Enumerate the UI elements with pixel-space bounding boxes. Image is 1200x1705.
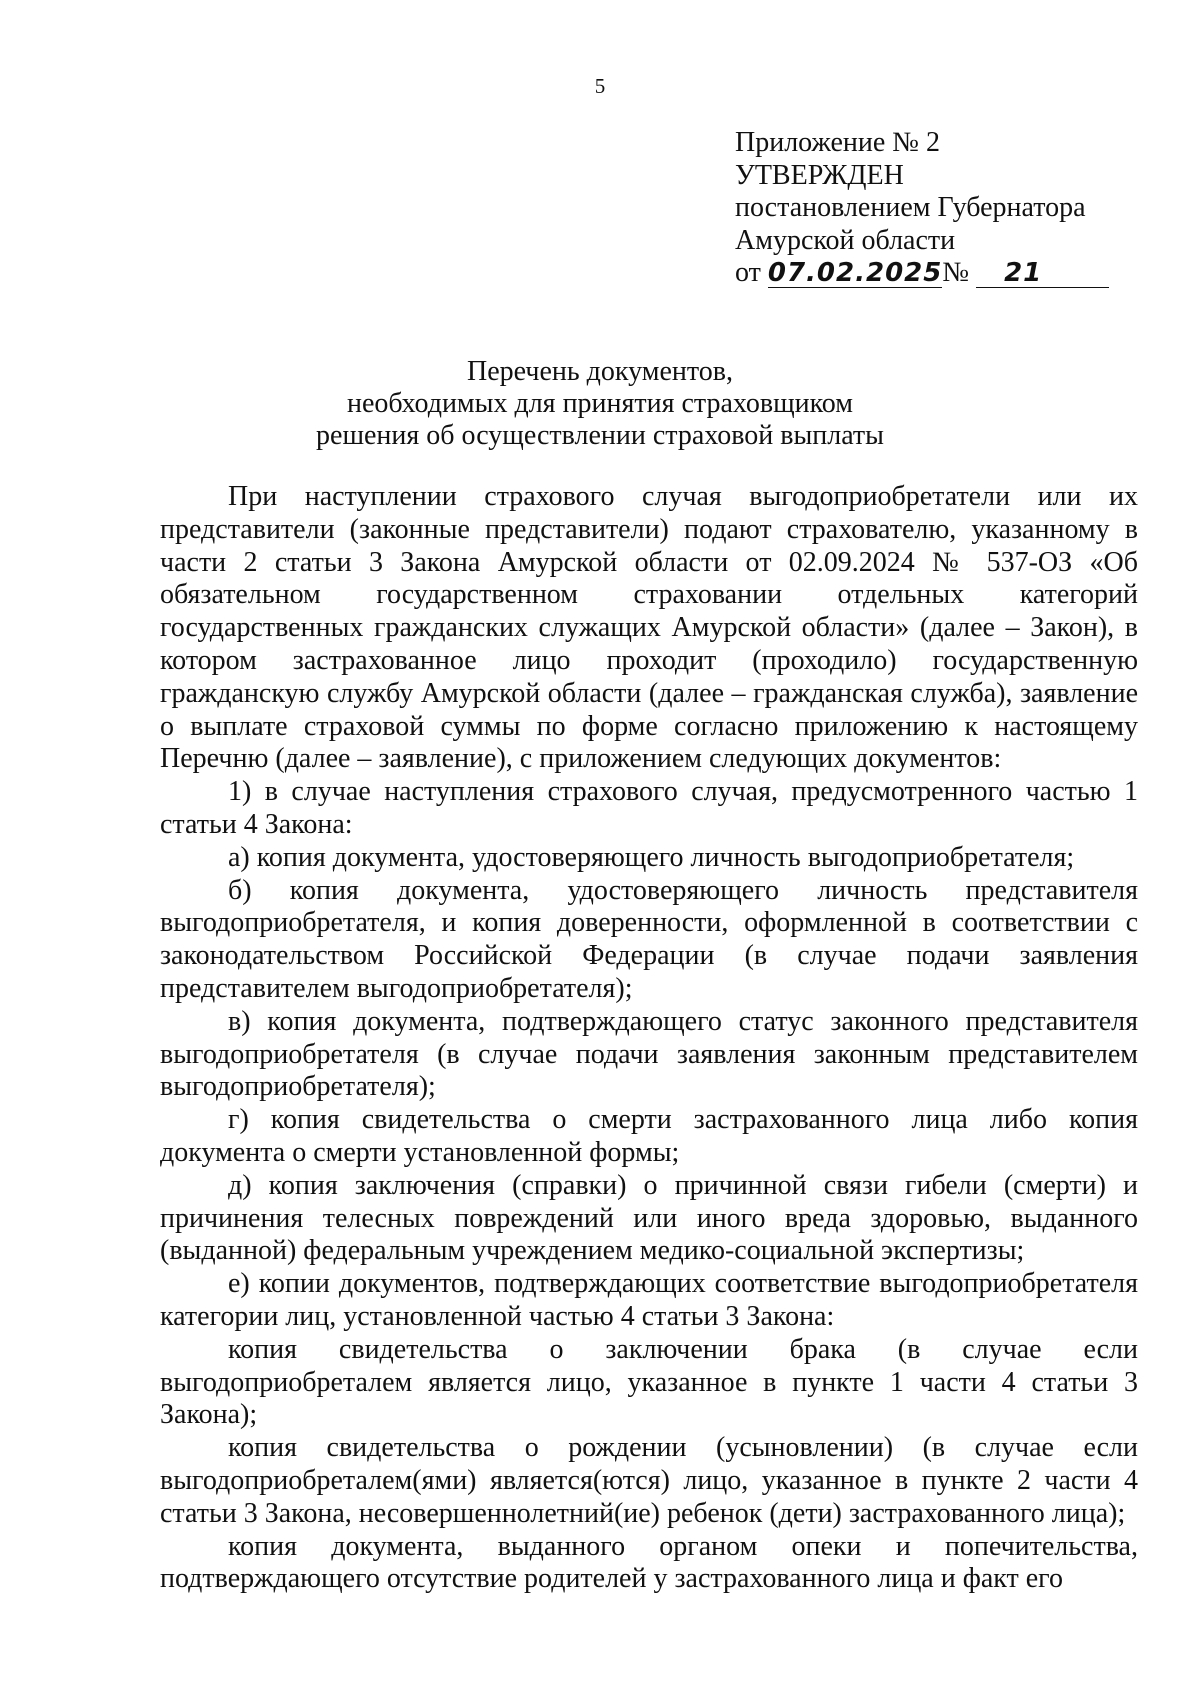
approval-date-line <box>735 257 1109 290</box>
approval-block <box>735 127 1109 290</box>
paragraph-item-v: в) копия документа, подтверждающего статус законного представителя выгодоприобретателя (в случае подачи заявления законным представителем выгодоприобретателя); <box>160 1005 1138 1103</box>
paragraph-item-b: б) копия документа, удостоверяющего личность представителя выгодоприобретателя, и копия доверенности, оформленной в соответствии с законодательством Российской Федерации (в случае подачи заявления представителем выгодоприобретателя); <box>160 874 1138 1004</box>
paragraph-intro: При наступлении страхового случая выгодоприобретатели или их представители (законные представители) подают страхователю, указанному в части 2 статьи 3 Закона Амурской области от 02.09.2024 № 537-ОЗ «Об обязательном государственном страховании отдельных категорий государственных гражданских служащих Амурской области» (далее – Закон), в котором застрахованное лицо проходит (проходило) государственную гражданскую службу Амурской области (далее – гражданская служба), заявление о выплате страховой суммы по форме согласно приложению к настоящему Перечню (далее – заявление), с приложением следующих документов: <box>160 481 1138 775</box>
paragraph-item-e: е) копии документов, подтверждающих соответствие выгодоприобретателя категории лиц, установленной частью 4 статьи 3 Закона: <box>160 1268 1138 1332</box>
approved-by: постановлением Губернатора <box>735 192 1086 223</box>
date-field <box>768 259 942 288</box>
appendix-label: Приложение № 2 <box>735 127 940 158</box>
approved-region: Амурской области <box>735 224 956 256</box>
paragraph-guardianship-doc: копия документа, выданного органом опеки и попечительства, подтверждающего отсутствие родителей у застрахованного лица и факт его <box>160 1530 1138 1595</box>
document-title <box>0 356 1200 452</box>
handwritten-number: 21 <box>1004 258 1043 288</box>
handwritten-date: 07.02.2025 <box>767 258 943 288</box>
paragraph-item-d: д) копия заключения (справки) о причинной связи гибели (смерти) и причинения телесных повреждений или иного вреда здоровью, выданного (выданной) федеральным учреждением медико-социальной экспертизы; <box>160 1169 1138 1267</box>
paragraph-item-1: 1) в случае наступления страхового случая, предусмотренного частью 1 статьи 4 Закона: <box>160 776 1138 840</box>
date-prefix: от <box>735 257 761 288</box>
number-sign: № <box>942 257 970 288</box>
document-body <box>160 481 1138 1596</box>
paragraph-birth-cert: копия свидетельства о рождении (усыновлении) (в случае если выгодоприобреталем(ями) является(ются) лицо, указанное в пункте 2 части 4 статьи 3 Закона, несовершеннолетний(ие) ребенок (дети) застрахованного лица); <box>160 1432 1138 1529</box>
approved-label: УТВЕРЖДЕН <box>735 159 904 191</box>
number-field <box>976 259 1109 288</box>
title-line-1: Перечень документов, <box>467 356 733 387</box>
title-line-3: решения об осуществлении страховой выплаты <box>316 420 884 451</box>
paragraph-marriage-cert: копия свидетельства о заключении брака (в случае если выгодоприобреталем является лицо, указанное в пункте 1 части 4 статьи 3 Закона); <box>160 1333 1138 1431</box>
paragraph-item-g: г) копия свидетельства о смерти застрахованного лица либо копия документа о смерти установленной формы; <box>160 1104 1138 1168</box>
paragraph-item-a: а) копия документа, удостоверяющего личность выгодоприобретателя; <box>228 841 1075 873</box>
page-number: 5 <box>594 74 606 98</box>
title-line-2: необходимых для принятия страховщиком <box>346 388 853 419</box>
